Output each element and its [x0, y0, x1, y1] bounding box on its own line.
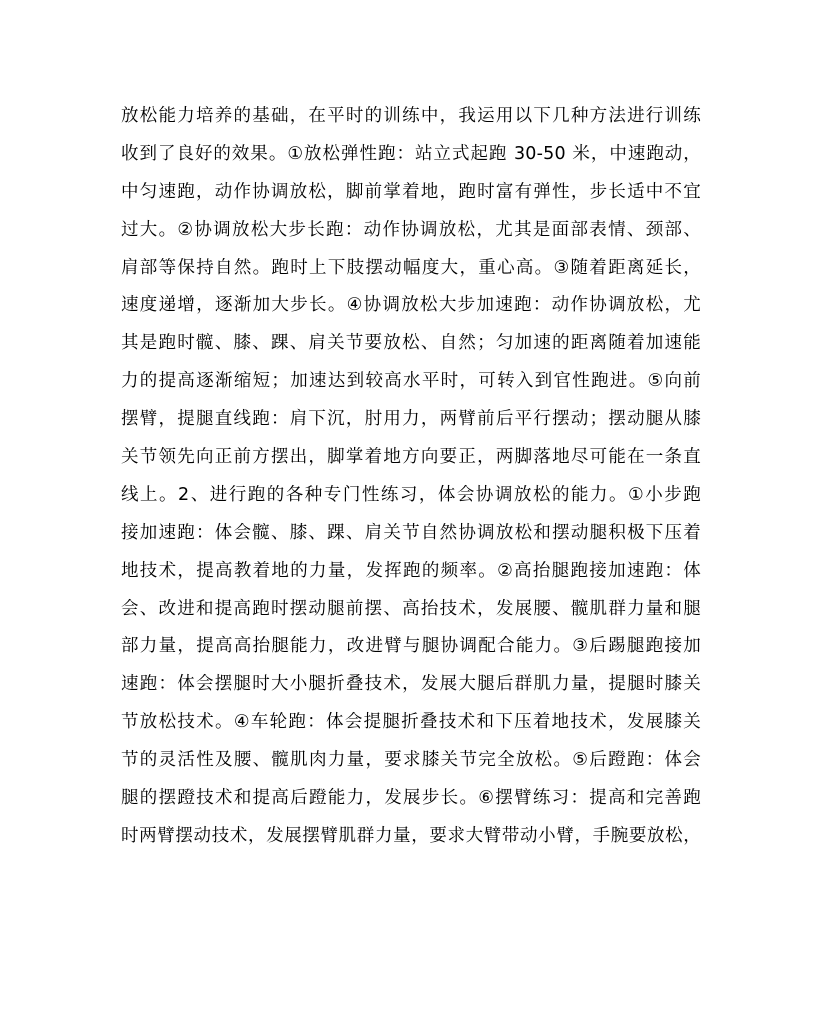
text-line: 节的灵活性及腰、髋肌肉力量，要求膝关节完全放松。⑤后蹬跑：体会	[121, 750, 701, 771]
text-line: 腿的摆蹬技术和提高后蹬能力，发展步长。⑥摆臂练习：提高和完善跑	[121, 788, 701, 809]
text-line: 过大。②协调放松大步长跑：动作协调放松，尤其是面部表情、颈部、	[121, 219, 701, 240]
text-line: 节放松技术。④车轮跑：体会提腿折叠技术和下压着地技术，发展膝关	[121, 712, 701, 733]
text-line: 线上。2、进行跑的各种专门性练习，体会协调放松的能力。①小步跑	[121, 484, 701, 505]
text-line: 肩部等保持自然。跑时上下肢摆动幅度大，重心高。③随着距离延长，	[121, 257, 701, 278]
text-line: 中匀速跑，动作协调放松，脚前掌着地，跑时富有弹性，步长适中不宜	[121, 181, 701, 202]
text-line: 其是跑时髋、膝、踝、肩关节要放松、自然；匀加速的距离随着加速能	[121, 333, 701, 354]
body-text	[121, 98, 701, 856]
text-line: 速度递增，逐渐加大步长。④协调放松大步加速跑：动作协调放松，尤	[121, 295, 701, 316]
text-line: 力的提高逐渐缩短；加速达到较高水平时，可转入到官性跑进。⑤向前	[121, 371, 701, 392]
text-line: 收到了良好的效果。①放松弹性跑：站立式起跑 30-50 米，中速跑动，	[121, 143, 701, 164]
text-line: 速跑：体会摆腿时大小腿折叠技术，发展大腿后群肌力量，提腿时膝关	[121, 674, 701, 695]
text-line: 放松能力培养的基础，在平时的训练中，我运用以下几种方法进行训练	[121, 106, 701, 126]
text-line: 地技术，提高教着地的力量，发挥跑的频率。②高抬腿跑接加速跑：体	[121, 560, 701, 581]
text-line: 时两臂摆动技术，发展摆臂肌群力量，要求大臂带动小臂，手腕要放松，	[121, 825, 701, 846]
text-line: 部力量，提高高抬腿能力，改进臂与腿协调配合能力。③后踢腿跑接加	[121, 636, 701, 657]
text-line: 接加速跑：体会髋、膝、踝、肩关节自然协调放松和摆动腿积极下压着	[121, 522, 701, 543]
text-line: 会、改进和提高跑时摆动腿前摆、高抬技术，发展腰、髋肌群力量和腿	[121, 598, 701, 619]
text-line: 摆臂，提腿直线跑：肩下沉，肘用力，两臂前后平行摆动；摆动腿从膝	[121, 409, 701, 430]
text-line: 关节领先向正前方摆出，脚掌着地方向要正，两脚落地尽可能在一条直	[121, 447, 701, 468]
